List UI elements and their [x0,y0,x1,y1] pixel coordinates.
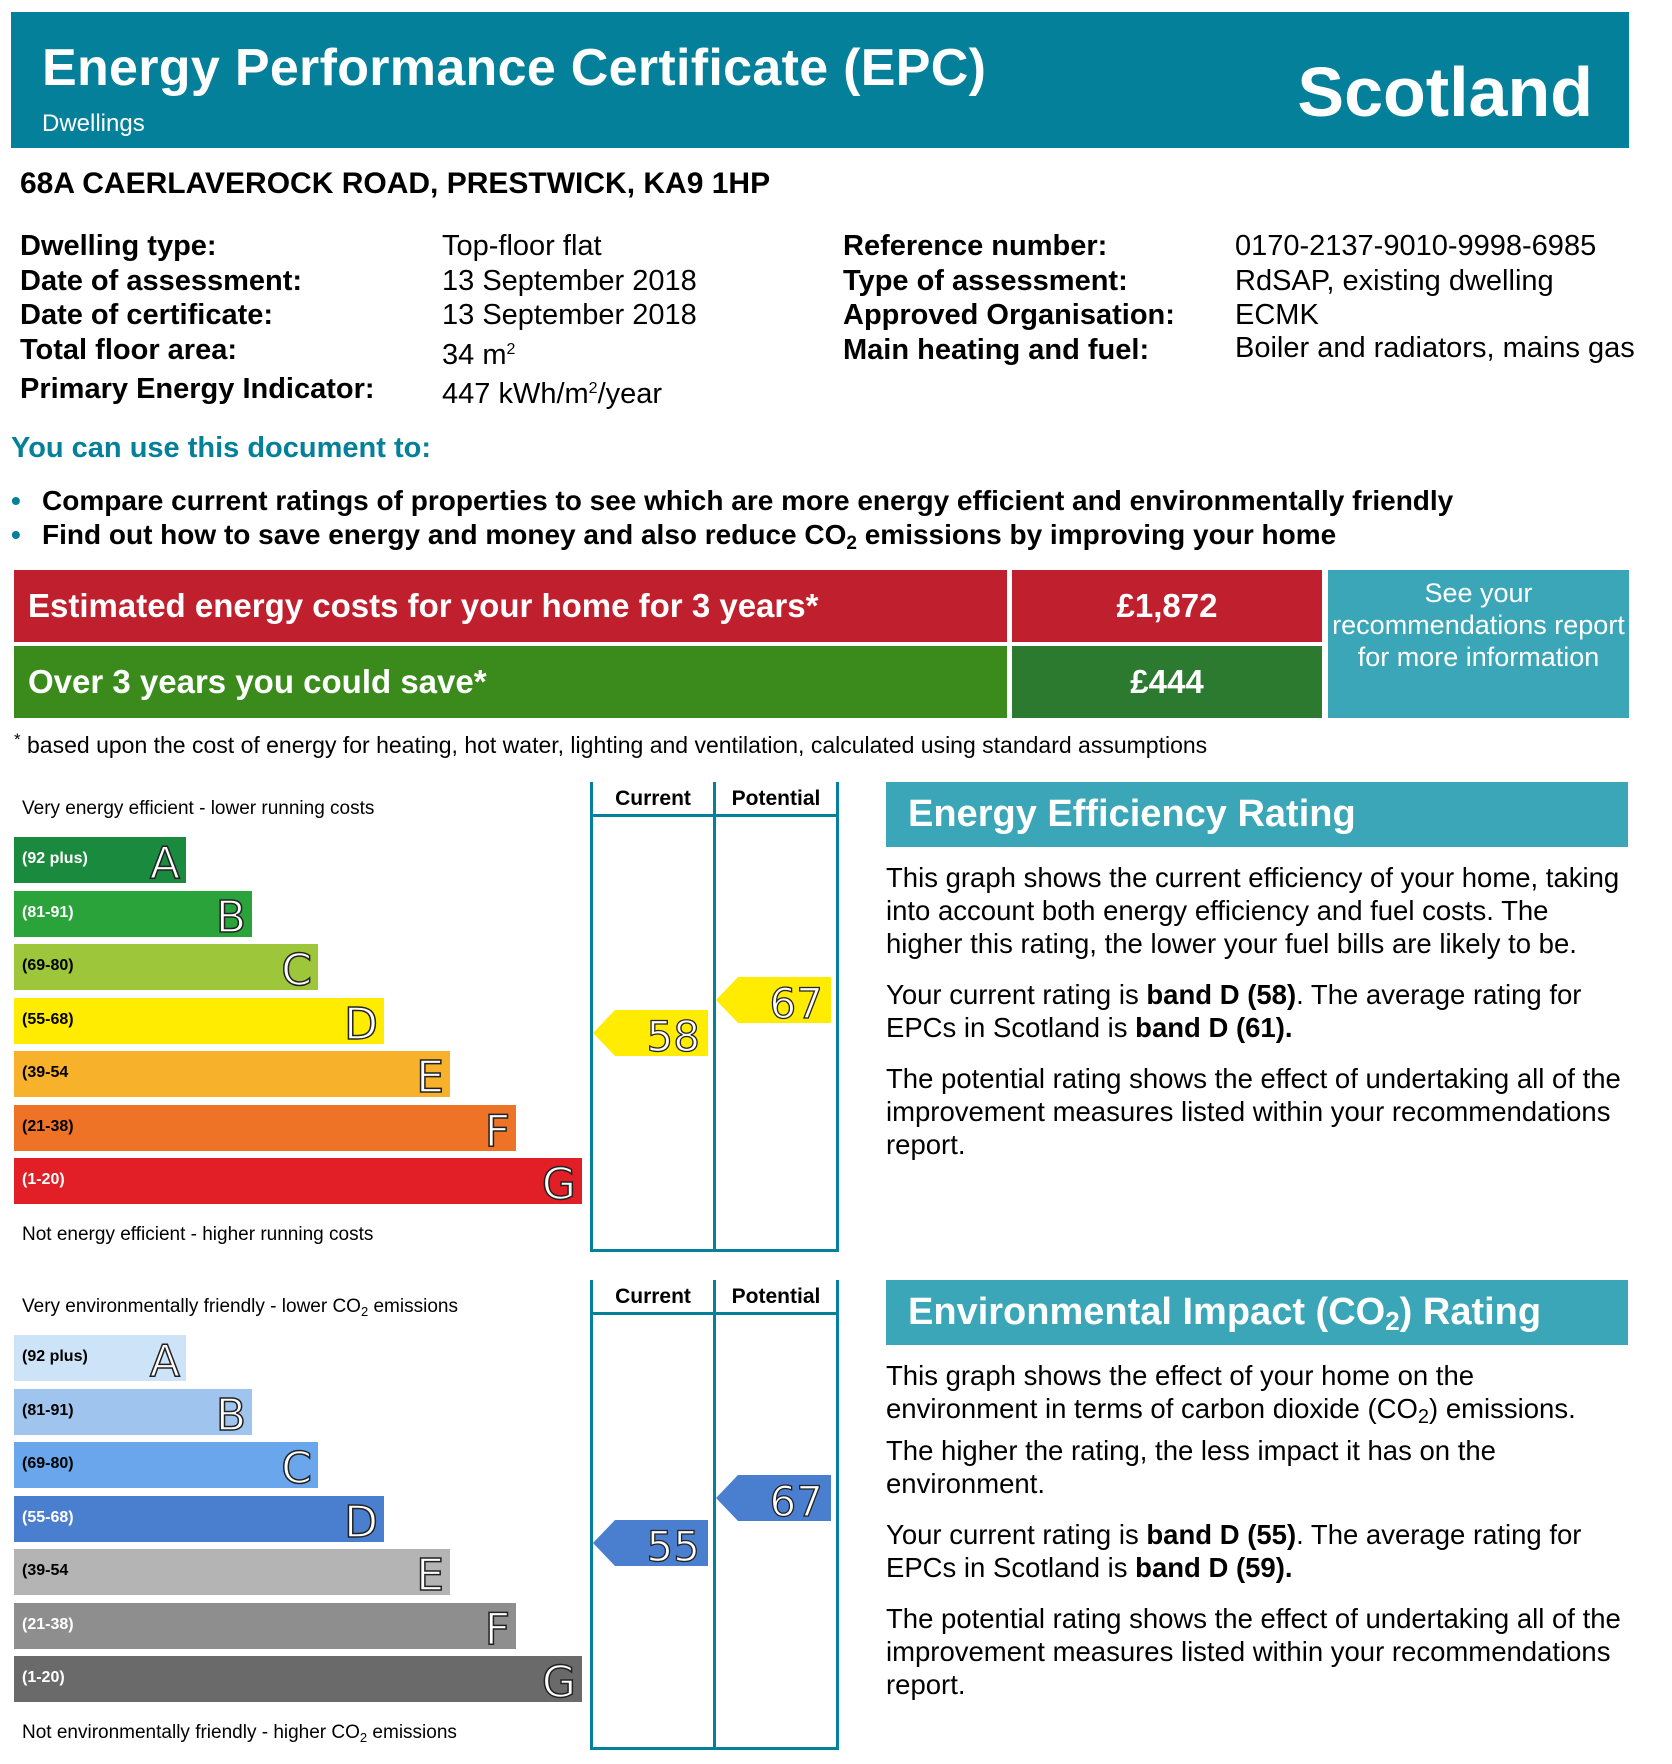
band-letter: C [281,1443,312,1494]
bullet-text-part: emissions by improving your home [856,519,1337,550]
band-letter: E [416,1052,444,1103]
band-range-label: (39-54 [22,1562,69,1579]
panel-paragraph [886,1518,1628,1584]
potential-rating-value: 67 [769,979,823,1029]
bullet-dot-icon: • [11,485,21,516]
detail-value [442,333,515,373]
subscript: 2 [1417,1406,1430,1428]
band-letter: F [484,1105,510,1157]
bullet-text-part: Find out how to save energy and money and also reduce CO [42,519,847,550]
band-e [14,1051,450,1103]
band-letter: G [541,1159,576,1210]
certificate-subtitle: Dwellings [42,110,145,137]
details-left [20,229,697,412]
band-f [14,1105,516,1157]
footnote-star: * [14,730,21,749]
estimated-cost-bar [14,570,1007,642]
environmental-impact-chart [0,1280,850,1750]
detail-value: 13 September 2018 [442,264,697,297]
band-letter: B [215,1389,246,1441]
band-letter: F [484,1603,510,1655]
potential-rating-value: 67 [769,1477,823,1527]
detail-value: 0170-2137-9010-9998-6985 [1235,230,1597,262]
environmental-impact-title [886,1280,1628,1345]
use-bullets [11,484,1453,561]
bullet-text [42,518,1336,561]
band-letter: E [416,1550,444,1601]
detail-row [20,372,697,412]
detail-label: Dwelling type: [20,230,217,262]
band-e [14,1549,450,1601]
detail-value [442,372,662,412]
savings-bar [14,646,1007,718]
current-band-text: band D (55) [1146,1519,1297,1550]
paragraph-text: . The average rating for EPCs in Scotland is [886,979,1582,1043]
chart-top-note [22,1296,458,1319]
subscript: 2 [1385,1306,1400,1336]
column-current-header: Current [615,787,691,810]
property-address: 68A CAERLAVEROCK ROAD, PRESTWICK, KA9 1HP [20,167,771,200]
note-text: emissions [368,1296,458,1317]
band-range-label: (21-38) [22,1615,74,1633]
band-letter: D [344,1496,378,1548]
see-recommendations-box[interactable]: See your recommendations report for more information [1328,570,1629,718]
band-range-label: (39-54 [22,1064,69,1081]
paragraph-text: This graph shows the effect of your home on the environment in terms of carbon dioxide (CO [886,1360,1475,1424]
energy-indicator-value: 447 kWh/m [442,378,589,410]
detail-value: ECMK [1235,299,1319,331]
paragraph-text: . The average rating for EPCs in Scotland is [886,1519,1582,1583]
chart-divider [836,1280,839,1750]
detail-value: RdSAP, existing dwelling [1235,264,1554,297]
band-range-label: (81-91) [22,903,74,921]
band-range-label: (92 plus) [22,850,88,867]
current-band-text: band D (58) [1146,979,1297,1010]
estimated-cost-label: Estimated energy costs for your home for 3 years* [28,587,819,624]
average-band-text: band D (61). [1135,1012,1293,1043]
detail-label: Total floor area: [20,333,237,366]
panel-paragraph [886,978,1628,1044]
band-f [14,1603,516,1655]
energy-indicator-unit: /year [597,378,663,410]
band-range-label: (1-20) [22,1171,65,1188]
paragraph-text: Your current rating is [886,979,1147,1010]
subscript: 2 [360,1304,369,1319]
subscript: 2 [846,533,857,554]
potential-rating-arrow [716,1475,831,1527]
current-rating-arrow [593,1010,708,1062]
band-b [14,891,252,943]
paragraph-text: ) emissions. The higher the rating, the less impact it has on the environment. [886,1393,1576,1499]
paragraph-text: Your current rating is [886,1519,1147,1550]
current-rating-value: 58 [646,1012,700,1062]
band-d [14,998,384,1050]
detail-value: 13 September 2018 [442,299,697,331]
band-g [14,1158,582,1210]
estimated-cost-value: £1,872 [1012,570,1322,642]
detail-row [843,333,1635,368]
band-range-label: (21-38) [22,1117,74,1135]
cost-footnote [14,730,1207,759]
detail-label: Date of assessment: [20,264,303,297]
current-rating-arrow [593,1520,708,1571]
detail-label: Approved Organisation: [843,299,1175,331]
chart-bottom-note [22,1722,457,1745]
title-text: Environmental Impact (CO [908,1291,1386,1333]
use-document-heading: You can use this document to: [11,432,431,464]
band-letter: A [149,1336,180,1387]
band-range-label: (69-80) [22,957,74,974]
detail-label: Reference number: [843,230,1108,262]
column-current-header: Current [615,1285,691,1308]
energy-efficiency-panel [886,782,1628,1161]
chart-divider [836,782,839,1252]
chart-bottom-rule [590,1249,839,1252]
detail-row [843,229,1635,264]
chart-top-note: Very energy efficient - lower running costs [22,798,375,819]
superscript: 2 [506,340,516,358]
detail-label: Date of certificate: [20,299,274,331]
band-c [14,944,318,996]
footnote-text: based upon the cost of energy for heating, hot water, lighting and ventilation, calculated using standard assumptions [20,732,1208,758]
detail-row [843,298,1635,333]
band-range-label: (81-91) [22,1401,74,1419]
energy-efficiency-chart [0,782,850,1252]
band-letter: B [215,891,246,943]
detail-row [20,229,697,264]
band-letter: G [541,1657,576,1708]
band-range-label: (69-80) [22,1455,74,1472]
chart-divider [590,1280,593,1750]
chart-header-rule [590,814,839,817]
potential-rating-arrow [716,977,831,1029]
current-rating-value: 55 [646,1521,700,1571]
note-text: Very environmentally friendly - lower CO [22,1296,361,1317]
header-banner [11,12,1629,148]
band-letter: C [281,945,312,996]
band-a [14,837,186,889]
chart-bottom-rule [590,1747,839,1750]
environmental-impact-panel [886,1280,1628,1701]
band-range-label: (1-20) [22,1669,65,1686]
bullet-text: Compare current ratings of properties to see which are more energy efficient and environmentally friendly [42,485,1454,516]
energy-efficiency-title: Energy Efficiency Rating [886,782,1628,847]
column-potential-header: Potential [731,1285,821,1308]
panel-paragraph [886,1359,1628,1500]
country-label: Scotland [1297,53,1593,131]
chart-header-rule [590,1312,839,1315]
chart-bottom-note: Not energy efficient - higher running costs [22,1224,374,1245]
panel-paragraph: The potential rating shows the effect of undertaking all of the improvement measures listed within your recommendations report. [886,1063,1621,1160]
band-b [14,1389,252,1441]
subscript: 2 [359,1730,368,1745]
band-letter: A [149,838,180,889]
detail-row [20,333,697,373]
panel-paragraph: The potential rating shows the effect of undertaking all of the improvement measures listed within your recommendations report. [886,1603,1621,1700]
panel-paragraph: This graph shows the current efficiency of your home, taking into account both energy efficiency and fuel costs. The higher this rating, the lower your fuel bills are likely to be. [886,862,1620,959]
note-text: emissions [367,1722,457,1743]
bullet-item [11,484,1453,518]
band-range-label: (92 plus) [22,1348,88,1365]
detail-label: Type of assessment: [843,264,1128,297]
floor-area-value: 34 m [442,338,507,371]
band-a [14,1335,186,1387]
detail-row [20,298,697,333]
savings-label: Over 3 years you could save* [28,663,487,700]
bullet-dot-icon: • [11,519,21,550]
band-letter: D [344,998,378,1050]
details-right [843,229,1635,367]
detail-value: Boiler and radiators, mains gas [1235,331,1635,364]
band-g [14,1656,582,1708]
bullet-item [11,518,1453,561]
detail-row [20,264,697,299]
detail-value: Top-floor flat [442,230,602,262]
band-d [14,1496,384,1548]
column-potential-header: Potential [731,787,821,810]
detail-label: Primary Energy Indicator: [20,373,375,405]
savings-value: £444 [1012,646,1322,718]
average-band-text: band D (59). [1135,1552,1293,1583]
detail-row [843,264,1635,299]
superscript: 2 [588,380,598,397]
title-text: ) Rating [1399,1291,1542,1333]
band-range-label: (55-68) [22,1010,74,1028]
band-range-label: (55-68) [22,1508,74,1526]
certificate-title: Energy Performance Certificate (EPC) [42,39,987,97]
band-c [14,1442,318,1494]
detail-label: Main heating and fuel: [843,333,1150,366]
note-text: Not environmentally friendly - higher CO [22,1722,360,1743]
